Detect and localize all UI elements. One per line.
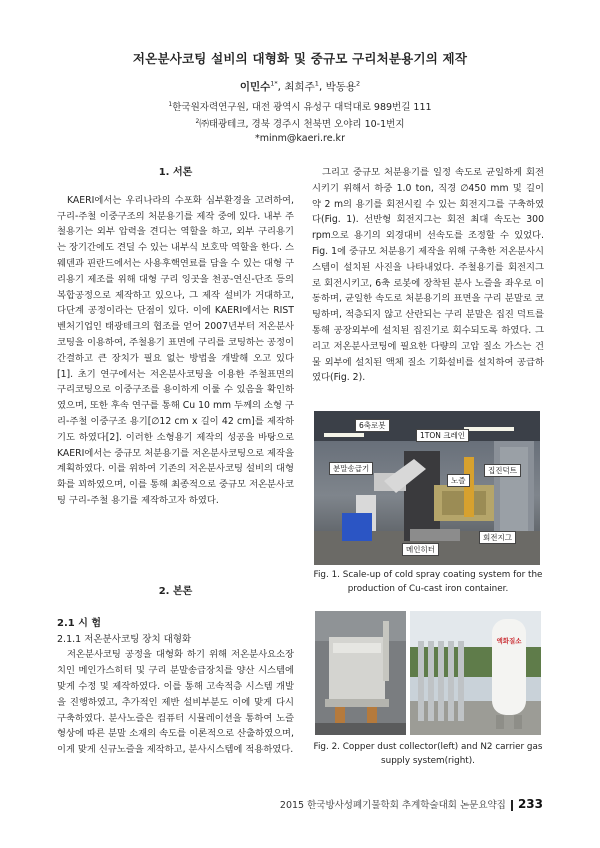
figure-2-dust-collector-photo [315,611,406,735]
author-2: 최희주 [284,81,315,93]
fig1-label-heater: 메인히터 [402,543,439,556]
affiliation-1-text: 한국원자력연구원, 대전 광역시 유성구 대덕대로 989번길 111 [172,102,432,113]
affiliation-1-sup: 1 [168,100,173,108]
figure-1-photo [314,411,540,565]
subsection-heading-test: 2.1 시 험 [57,617,101,629]
author-3-sup: 2 [356,79,361,88]
figure-2-caption: Fig. 2. Copper dust collector(left) and N2 carrier gas supply system(right). [313,742,543,766]
intro-paragraph: KAERI에서는 우리나라의 수포화 심부환경을 고려하여, 구리-주철 이중구조의 처분용기를 제작 중에 있다. 내부 주철용기는 외부 압력을 견디는 역할을 하고, 외부 구리용기는 장기간에도 견딜 수 있는 내부식 보호막 역할을 한다. 스웨덴과 핀란드에서는 사용후핵연료를 담을 수 있는 대형 구리용기 제조를 위해 대형 구리 잉곳을 천공-연신-단조 등의 복합공정으로 제작하고 있으나, 그 제작 설비가 거대하고, 다단계 공정이라는 단점이 있다. 이에 KAERI에서는 RIST 벤처기업인 태광테크의 협조를 얻어 2007년부터 저온분사코팅을 이용하여, 주철용기 표면에 구리를 코팅하는 공정이 간결하고 큰 장치가 필요 없는 방법을 개발해 오고 있다[1]. 초기 연구에서는 저온분사코팅을 이용한 주철표면의 구리코팅으로 이중구조를 용이하게 이룰 수 있음을 확인하였으며, 또한 후속 연구를 통해 Cu 10 mm 두께의 소형 구리-주철 이중구조 용기[∅12 cm x 길이 42 cm]를 제작하기도 하였다[2]. 이러한 소형용기 제작의 성공을 바탕으로 KAERI에서는 중규모 처분용기를 저온분사코팅으로 제작을 계획하였다. 이를 위하여 기존의 저온분사코팅 설비의 대형화를 꾀하였으며, 이를 통해 최종적으로 중규모 저온분사코팅 구리-주철 용기를 제작하고자 하였다. [57,194,294,506]
scaleup-paragraph: 저온분사코팅 공정을 대형화 하기 위해 저온분사요소장치인 메인가스히터 및 구리 분말송급장치를 양산 시스템에 맞게 수정 및 제작하였다. 이를 통해 고속적층 시스템 개발을 진행하였고, 추가적인 제반 설비부분도 이에 맞게 다시 구축하였다. 분사노즐은 컴퓨터 시뮬레이션을 통하여 노즐 형상에 따른 분말 소재의 속도를 이론적으로 산출하였으며, 이게 맞게 신규노즐을 제작하고, 분사시스템에 적용하였다. [57,649,294,756]
fig1-label-robot: 6축로봇 [355,419,390,432]
affiliation-2-text: ㈜태광테크, 경북 경주시 천북면 오야리 10-1번지 [199,119,405,130]
figure-2-n2-supply-photo [410,611,541,735]
affiliation-1 [0,99,600,113]
left-column-body [57,584,294,758]
n2-tank-label: 액화질소 [496,637,522,645]
footer-proceedings: 2015 한국방사성폐기물학회 추계학술대회 논문요약집 [279,800,506,811]
left-column [57,165,294,509]
author-lead: 이민수 [239,81,271,93]
affiliation-2-sup: 2 [195,117,200,125]
author-2-sup: 1 [314,79,319,88]
rotation-jig-paragraph: 그리고 중규모 처분용기를 일정 속도로 균일하게 회전시키기 위해서 하중 1.0 ton, 직경 ∅450 mm 및 길이 약 2 m의 용기를 회전시킬 수 있는 회전지그를 구축하였다(Fig. 1). 선반형 회전지그는 회전 최대 속도는 300 rpm으로 용기의 외경대비 선속도를 조정할 수 있었다. Fig. 1에 중규모 처분용기 제작을 위해 구축한 저온분사시스템이 설치된 사진을 나타내었다. 주철용기를 회전지그로 회전시키고, 6축 로봇에 장착된 분사 노즐을 좌우로 이동하며, 균일한 속도로 처분용기의 표면을 구리 분말로 코팅하며, 적층되지 않고 산란되는 구리 분말은 집진 덕트를 통해 공장외부에 설치된 집진기로 회수되도록 하였다. 그리고 저온분사코팅에 필요한 다량의 고압 질소 가스는 건물 외부에 설치된 액체 질소 기화설비를 설치하여 공급하였다(Fig. 2). [312,167,544,384]
subsubsection-heading-scaleup: 2.1.1 저온분사코팅 장치 대형화 [57,633,192,645]
fig1-label-nozzle: 노즐 [447,474,470,487]
fig1-label-jig: 회전지그 [479,531,516,544]
corresponding-email: *minm@kaeri.re.kr [255,133,345,144]
paper-title: 저온분사코팅 설비의 대형화 및 중규모 구리처분용기의 제작 [132,51,468,66]
page-footer [280,797,543,811]
author-line: 이민수$^{1*}$, 최희주$^1$, 박동용$^2$ [239,79,361,93]
footer-separator [511,800,513,811]
dust-collector-illustration [315,611,406,735]
fig1-label-duct: 집진덕트 [484,464,521,477]
fig1-label-feeder: 분말송급기 [329,462,373,475]
section-heading-intro: 1. 서론 [158,167,193,178]
right-column [312,165,544,386]
fig1-label-crane: 1TON 크레인 [416,429,469,442]
affiliation-2 [0,116,600,130]
section-heading-body: 2. 본론 [158,586,193,597]
figure-1-caption: Fig. 1. Scale-up of cold spray coating system for the production of Cu-cast iron container. [313,570,543,594]
page-number: 233 [517,797,543,811]
author-lead-sup: 1* [270,79,278,88]
n2-supply-illustration [410,611,541,735]
author-3: 박동용 [325,81,357,93]
